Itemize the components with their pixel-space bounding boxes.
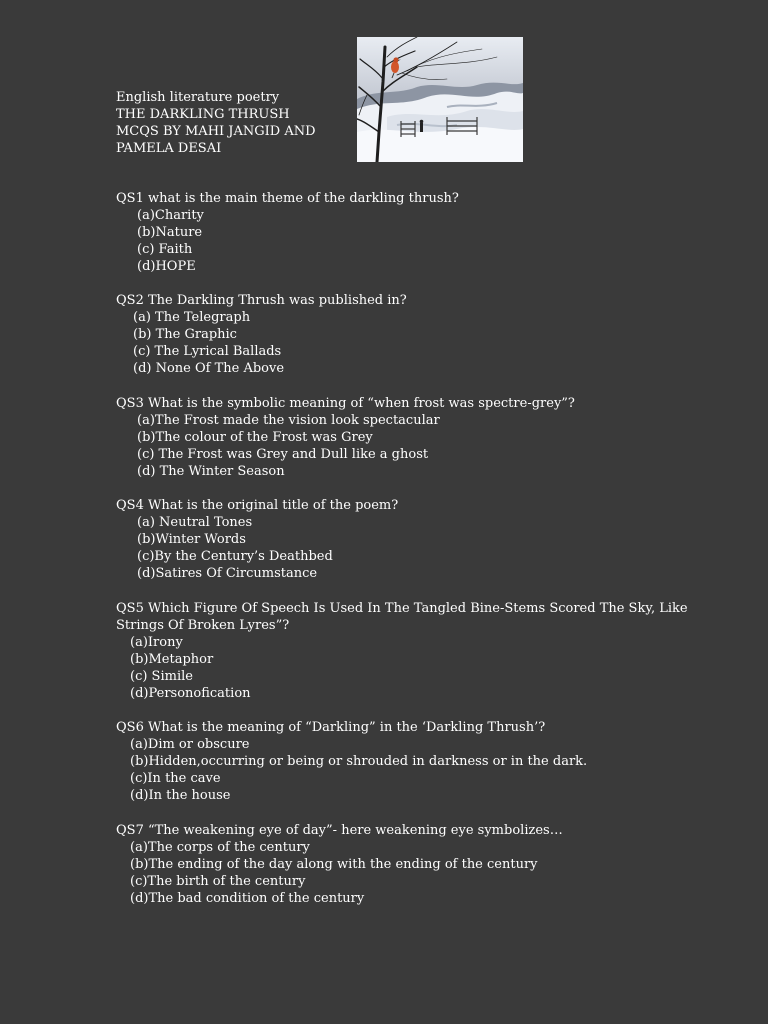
option-d: (d) None Of The Above [133,361,285,376]
snow-foreground [357,127,523,162]
question-text: QS4 What is the original title of the poem? [116,498,399,513]
option-c: (c) Faith [137,242,193,257]
question-text: QS1 what is the main theme of the darkling thrush? [116,191,459,206]
question-3 [116,395,736,480]
winter-thrush-painting [357,37,523,162]
option-a: (a)The corps of the century [130,840,310,855]
option-a: (a) The Telegraph [133,310,251,325]
question-text: QS2 The Darkling Thrush was published in? [116,293,407,308]
question-5 [116,600,736,702]
option-a: (a) Neutral Tones [137,515,253,530]
option-b: (b)Winter Words [137,532,246,547]
option-c: (c) Simile [130,669,193,684]
question-7 [116,822,736,907]
option-b: (b)The ending of the day along with the ending of the century [130,857,538,872]
option-c: (c)In the cave [130,771,221,786]
option-c: (c)By the Century’s Deathbed [137,549,333,564]
header-authors-cont: PAMELA DESAI [116,141,222,156]
option-d: (d) The Winter Season [137,464,285,479]
option-a: (a)Irony [130,635,183,650]
option-b: (b)Nature [137,225,203,240]
question-text: QS6 What is the meaning of “Darkling” in the ‘Darkling Thrush’? [116,720,546,735]
option-d: (d)The bad condition of the century [130,891,365,906]
option-a: (a)Dim or obscure [130,737,250,752]
option-b: (b) The Graphic [133,327,237,342]
question-2 [116,292,736,377]
document-header [116,89,346,157]
option-d: (d)In the house [130,788,231,803]
option-c: (c) The Frost was Grey and Dull like a ghost [137,447,429,462]
option-a: (a)The Frost made the vision look spectacular [137,413,440,428]
painting-svg [357,37,523,162]
option-d: (d)HOPE [137,259,196,274]
option-c: (c) The Lyrical Ballads [133,344,282,359]
option-a: (a)Charity [137,208,204,223]
question-4 [116,497,736,582]
option-d: (d)Personofication [130,686,251,701]
figure [420,123,423,132]
option-b: (b)Metaphor [130,652,214,667]
option-c: (c)The birth of the century [130,874,306,889]
question-text: QS3 What is the symbolic meaning of “when frost was spectre-grey”? [116,396,575,411]
question-1 [116,190,736,275]
header-subject: English literature poetry [116,90,280,105]
question-text: QS7 “The weakening eye of day”- here weakening eye symbolizes… [116,823,563,838]
option-b: (b)The colour of the Frost was Grey [137,430,373,445]
question-text: QS5 Which Figure Of Speech Is Used In The Tangled Bine-Stems Scored The Sky, Like Strings Of Broken Lyres”? [116,601,688,633]
header-title: THE DARKLING THRUSH [116,107,290,122]
option-d: (d)Satires Of Circumstance [137,566,318,581]
header-authors: MCQS BY MAHI JANGID AND [116,124,316,139]
option-b: (b)Hidden,occurring or being or shrouded in darkness or in the dark. [130,754,588,769]
question-6 [116,719,736,804]
